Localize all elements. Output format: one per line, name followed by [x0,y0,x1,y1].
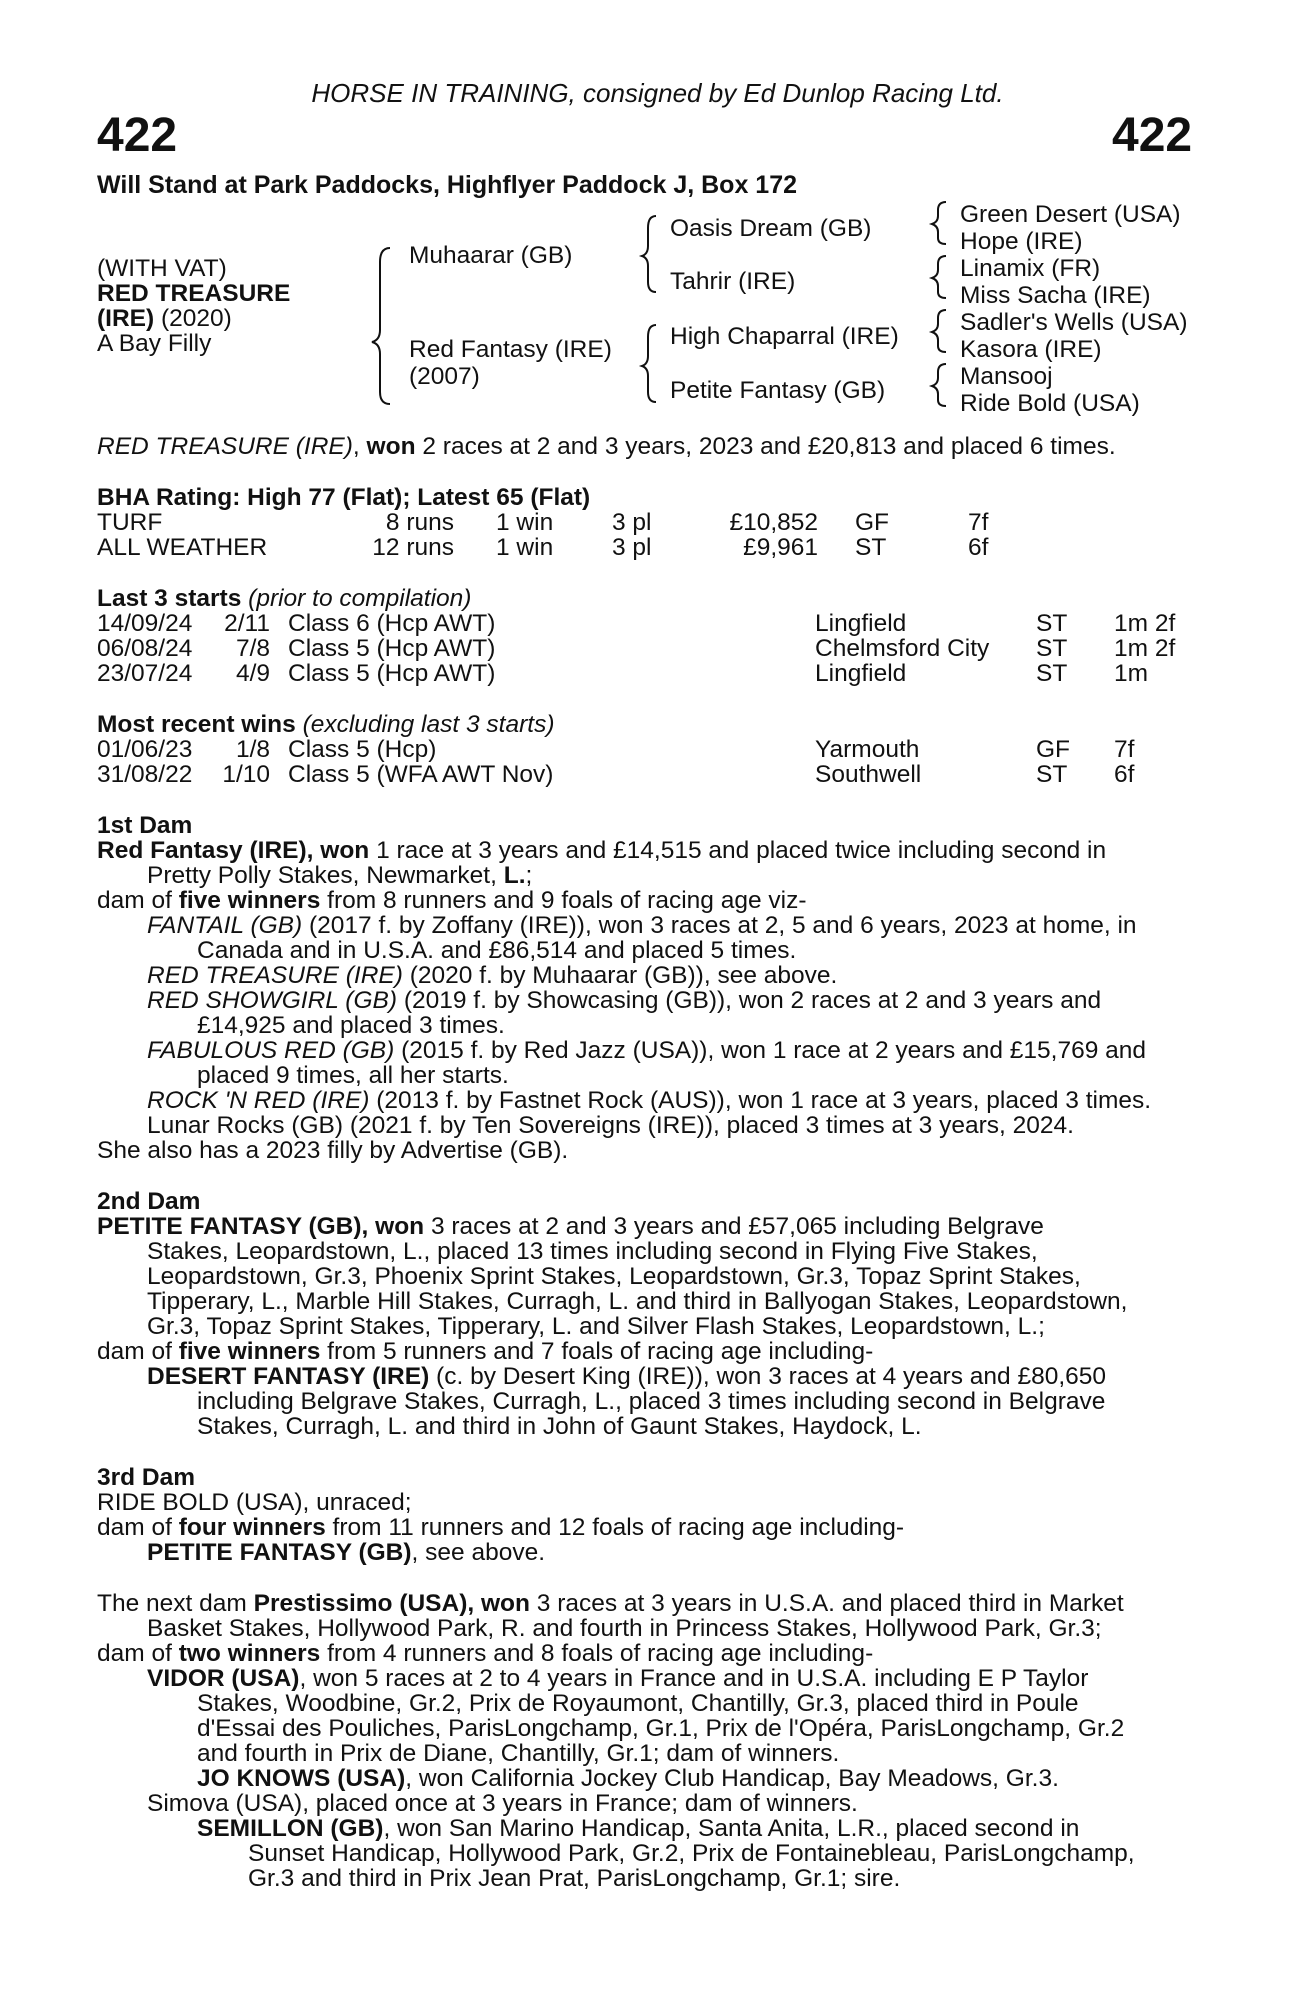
produce-continuation: and fourth in Prix de Diane, Chantilly, Gr.1; dam of winners. [197,1740,840,1767]
second-dam-line3: Leopardstown, Gr.3, Phoenix Sprint Stakes, Leopardstown, Gr.3, Topaz Sprint Stakes, [147,1263,1081,1290]
summary-horse-name: RED TREASURE (IRE) [97,433,353,460]
rating-prize: £9,961 [743,534,818,561]
produce-name: FANTAIL (GB) [147,912,303,939]
produce-item [147,1038,1146,1064]
win-position: 1/10 [222,761,270,788]
win-distance: 7f [1114,736,1135,763]
win-course: Southwell [815,761,922,788]
vat-label: (WITH VAT) [97,255,227,282]
race-summary: RED TREASURE (IRE), won 2 races at 2 and 3 years, 2023 and £20,813 and placed 6 times. [97,433,1116,460]
produce-continuation: d'Essai des Pouliches, ParisLongchamp, Gr.1, Prix de l'Opéra, ParisLongchamp, Gr.2 [197,1715,1125,1742]
pedigree-sire-sire: Oasis Dream (GB) [670,215,872,242]
next-dam-prefix: The next dam [97,1590,254,1617]
rating-surface: TURF [97,509,163,536]
first-dam-end: ; [525,862,533,889]
produce-name: RED TREASURE (IRE) [147,962,403,989]
first-dam-grade: L. [503,862,526,889]
summary-record: 2 races at 2 and 3 years, 2023 and £20,813 and placed 6 times. [415,433,1116,460]
produce-item: Lunar Rocks (GB) (2021 f. by Ten Sovereigns (IRE)), placed 3 times at 3 years, 2024. [147,1112,1074,1139]
stand-location: Will Stand at Park Paddocks, Highflyer Paddock J, Box 172 [97,171,797,199]
start-position: 4/9 [235,660,270,687]
third-dam-line1: RIDE BOLD (USA), unraced; [97,1489,412,1516]
first-dam-race: Pretty Polly Stakes, Newmarket, [147,862,504,889]
produce-prefix: dam of [97,1338,179,1365]
produce-winners: four winners [178,1514,326,1541]
produce-detail: , won San Marino Handicap, Santa Anita, L.R., placed second in [383,1815,1080,1842]
second-dam-line1 [97,1214,1044,1240]
rating-distance: 7f [968,509,989,536]
pedigree-g3-4: Miss Sacha (IRE) [960,282,1151,309]
pedigree-g3-7: Mansooj [960,363,1053,390]
rating-wins: 1 win [496,509,554,536]
first-dam-heading: 1st Dam [97,812,193,839]
recent-wins-title [97,712,554,738]
last-starts-note: (prior to compilation) [241,585,472,612]
produce-continuation: Sunset Handicap, Hollywood Park, Gr.2, Prix de Fontainebleau, ParisLongchamp, [248,1840,1135,1867]
produce-detail: (c. by Desert King (IRE)), won 3 races at 4 years and £80,650 [429,1363,1107,1390]
rating-placed: 3 pl [612,509,652,536]
produce-name: ROCK 'N RED (IRE) [147,1087,370,1114]
start-going: ST [1036,610,1068,637]
first-dam-produce [97,888,807,914]
pedigree-dam-dam: Petite Fantasy (GB) [670,377,886,404]
produce-item [147,1088,1151,1114]
produce-name: SEMILLON (GB) [197,1815,384,1842]
produce-suffix: from 5 runners and 7 foals of racing age including- [320,1338,874,1365]
second-dam-line5: Gr.3, Topaz Sprint Stakes, Tipperary, L. and Silver Flash Stakes, Leopardstown, L.; [147,1313,1045,1340]
second-dam-name: PETITE FANTASY (GB), won [97,1213,425,1240]
first-dam-line2 [147,863,532,889]
produce-detail: (2015 f. by Red Jazz (USA)), won 1 race at 2 years and £15,769 and [394,1037,1147,1064]
lot-number-left: 422 [97,109,178,162]
produce-prefix: dam of [97,887,179,914]
pedigree-dam-year: (2007) [409,363,480,390]
produce-continuation: Stakes, Curragh, L. and third in John of Gaunt Stakes, Haydock, L. [197,1413,922,1440]
start-position: 2/11 [224,610,270,637]
horse-description: A Bay Filly [97,330,212,357]
first-dam-line1 [97,838,1106,864]
next-dam-record: 3 races at 3 years in U.S.A. and placed third in Market [529,1590,1124,1617]
produce-name: FABULOUS RED (GB) [147,1037,395,1064]
last-starts-heading: Last 3 starts [97,585,242,612]
start-date: 23/07/24 [97,660,193,687]
summary-won: won [366,433,416,460]
win-going: ST [1036,761,1068,788]
second-dam-line4: Tipperary, L., Marble Hill Stakes, Curragh, L. and third in Ballyogan Stakes, Leopardstown, [147,1288,1128,1315]
first-dam-note: She also has a 2023 filly by Advertise (GB). [97,1137,569,1164]
produce-continuation: £14,925 and placed 3 times. [197,1012,505,1039]
produce-item [147,913,1137,939]
pedigree-dam: Red Fantasy (IRE) [409,336,612,363]
third-dam-produce [97,1515,904,1541]
produce-item [147,1540,545,1566]
pedigree-sire-dam: Tahrir (IRE) [670,268,796,295]
first-dam-record: 1 race at 3 years and £14,515 and placed twice including second in [369,837,1107,864]
start-class: Class 6 (Hcp AWT) [288,610,496,637]
produce-prefix: dam of [97,1640,179,1667]
recent-wins-note: (excluding last 3 starts) [295,711,555,738]
rating-going: ST [855,534,887,561]
produce-suffix: from 8 runners and 9 foals of racing age viz- [320,887,807,914]
recent-wins-heading: Most recent wins [97,711,296,738]
consignment-header: HORSE IN TRAINING, consigned by Ed Dunlop Racing Ltd. [311,78,1004,108]
produce-suffix: from 4 runners and 8 foals of racing age including- [320,1640,874,1667]
start-course: Lingfield [815,660,907,687]
rating-distance: 6f [968,534,989,561]
produce-detail: , see above. [411,1539,546,1566]
second-dam-record: 3 races at 2 and 3 years and £57,065 including Belgrave [424,1213,1044,1240]
start-distance: 1m [1114,660,1149,687]
produce-winners: five winners [178,1338,321,1365]
win-date: 31/08/22 [97,761,193,788]
win-position: 1/8 [235,736,270,763]
horse-year: (2020) [154,305,232,332]
next-dam-name: Prestissimo (USA), won [253,1590,530,1617]
pedigree-dam-sire: High Chaparral (IRE) [670,323,899,350]
pedigree-g3-6: Kasora (IRE) [960,336,1102,363]
horse-name: RED TREASURE [97,280,291,307]
next-dam-produce [97,1641,873,1667]
start-position: 7/8 [235,635,270,662]
produce-name: JO KNOWS (USA) [197,1765,406,1792]
produce-winners: five winners [178,887,321,914]
start-distance: 1m 2f [1114,610,1176,637]
produce-continuation: Canada and in U.S.A. and £86,514 and placed 5 times. [197,937,797,964]
produce-continuation: placed 9 times, all her starts. [197,1062,509,1089]
win-distance: 6f [1114,761,1135,788]
win-class: Class 5 (WFA AWT Nov) [288,761,554,788]
rating-runs: 8 runs [385,509,454,536]
start-date: 06/08/24 [97,635,193,662]
second-dam-heading: 2nd Dam [97,1188,201,1215]
produce-item [197,1766,1059,1792]
start-course: Lingfield [815,610,907,637]
next-dam-line2: Basket Stakes, Hollywood Park, R. and fourth in Princess Stakes, Hollywood Park, Gr.3; [147,1615,1102,1642]
produce-detail: (2019 f. by Showcasing (GB)), won 2 races at 2 and 3 years and [397,987,1102,1014]
pedigree-sire: Muhaarar (GB) [409,242,573,269]
produce-name: PETITE FANTASY (GB) [147,1539,412,1566]
horse-country: (IRE) [97,305,155,332]
produce-suffix: from 11 runners and 12 foals of racing age including- [325,1514,905,1541]
second-dam-line2: Stakes, Leopardstown, L., placed 13 times including second in Flying Five Stakes, [147,1238,1038,1265]
produce-name: RED SHOWGIRL (GB) [147,987,398,1014]
third-dam-heading: 3rd Dam [97,1464,196,1491]
next-dam-line1 [97,1591,1124,1617]
start-going: ST [1036,660,1068,687]
pedigree-g3-2: Hope (IRE) [960,228,1083,255]
rating-title: BHA Rating: High 77 (Flat); Latest 65 (Flat) [97,484,591,511]
produce-prefix: dam of [97,1514,179,1541]
win-class: Class 5 (Hcp) [288,736,437,763]
produce-name: VIDOR (USA) [147,1665,300,1692]
produce-winners: two winners [178,1640,321,1667]
rating-placed: 3 pl [612,534,652,561]
produce-item [147,1364,1106,1390]
produce-item: Simova (USA), placed once at 3 years in France; dam of winners. [147,1790,858,1817]
rating-runs: 12 runs [372,534,454,561]
produce-continuation: including Belgrave Stakes, Curragh, L., placed 3 times including second in Belgrave [197,1388,1106,1415]
produce-detail: (2017 f. by Zoffany (IRE)), won 3 races at 2, 5 and 6 years, 2023 at home, in [302,912,1137,939]
produce-item [147,1666,1088,1692]
win-date: 01/06/23 [97,736,193,763]
start-distance: 1m 2f [1114,635,1176,662]
pedigree-g3-5: Sadler's Wells (USA) [960,309,1188,336]
produce-continuation: Stakes, Woodbine, Gr.2, Prix de Royaumont, Chantilly, Gr.3, placed third in Poule [197,1690,1079,1717]
lot-number-right: 422 [1112,109,1193,162]
produce-detail: , won California Jockey Club Handicap, Bay Meadows, Gr.3. [405,1765,1059,1792]
pedigree-g3-1: Green Desert (USA) [960,201,1181,228]
produce-item [147,988,1101,1014]
win-going: GF [1036,736,1071,763]
start-course: Chelmsford City [815,635,990,662]
win-course: Yarmouth [815,736,920,763]
produce-detail: , won 5 races at 2 to 4 years in France and in U.S.A. including E P Taylor [299,1665,1089,1692]
start-class: Class 5 (Hcp AWT) [288,635,496,662]
produce-item [147,963,837,989]
produce-detail: (2013 f. by Fastnet Rock (AUS)), won 1 race at 3 years, placed 3 times. [369,1087,1152,1114]
pedigree-g3-3: Linamix (FR) [960,255,1101,282]
produce-item [197,1816,1079,1842]
rating-prize: £10,852 [729,509,818,536]
start-class: Class 5 (Hcp AWT) [288,660,496,687]
first-dam-name: Red Fantasy (IRE), won [97,837,370,864]
rating-surface: ALL WEATHER [97,534,268,561]
produce-continuation: Gr.3 and third in Prix Jean Prat, ParisLongchamp, Gr.1; sire. [248,1865,901,1892]
rating-going: GF [855,509,890,536]
start-going: ST [1036,635,1068,662]
second-dam-produce [97,1339,873,1365]
produce-name: DESERT FANTASY (IRE) [147,1363,430,1390]
last-starts-title [97,586,471,612]
pedigree-g3-8: Ride Bold (USA) [960,390,1140,417]
start-date: 14/09/24 [97,610,193,637]
produce-detail: (2020 f. by Muhaarar (GB)), see above. [402,962,838,989]
rating-wins: 1 win [496,534,554,561]
